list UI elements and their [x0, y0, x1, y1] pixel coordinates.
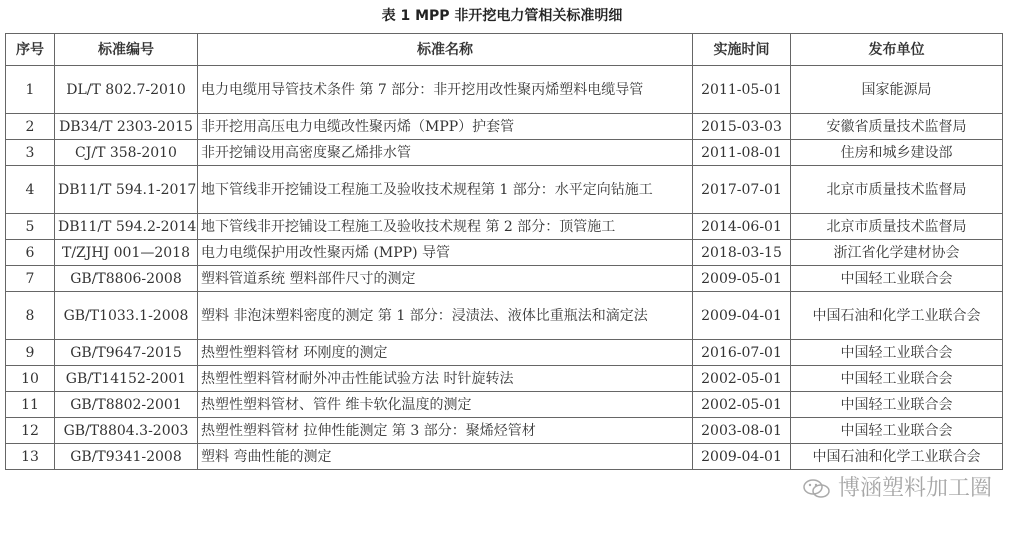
standard-name: 地下管线非开挖铺设工程施工及验收技术规程 第 2 部分：顶管施工	[198, 214, 693, 240]
table-row	[6, 214, 1003, 240]
standard-code: GB/T8802-2001	[55, 392, 198, 418]
standard-code: T/ZJHJ 001—2018	[55, 240, 198, 266]
watermark-text: 博涵塑料加工圈	[837, 476, 992, 501]
standard-code: DL/T 802.7-2010	[55, 66, 198, 114]
issuing-organization: 中国轻工业联合会	[791, 266, 1003, 292]
table-row	[6, 392, 1003, 418]
standard-name: 塑料管道系统 塑料部件尺寸的测定	[198, 266, 693, 292]
standard-name: 塑料 弯曲性能的测定	[198, 444, 693, 470]
header-date: 实施时间	[693, 34, 791, 66]
table-row	[6, 366, 1003, 392]
row-number: 2	[6, 114, 55, 140]
effective-date: 2018-03-15	[693, 240, 791, 266]
issuing-organization: 国家能源局	[791, 66, 1003, 114]
table-wrapper	[5, 33, 1002, 502]
issuing-organization: 住房和城乡建设部	[791, 140, 1003, 166]
effective-date: 2009-05-01	[693, 266, 791, 292]
standard-name: 塑料 非泡沫塑料密度的测定 第 1 部分：浸渍法、液体比重瓶法和滴定法	[198, 292, 693, 340]
effective-date: 2015-03-03	[693, 114, 791, 140]
table-row	[6, 266, 1003, 292]
table-row	[6, 66, 1003, 114]
row-number: 13	[6, 444, 55, 470]
issuing-organization: 浙江省化学建材协会	[791, 240, 1003, 266]
effective-date: 2002-05-01	[693, 392, 791, 418]
table-header-row	[6, 34, 1003, 66]
standard-name: 热塑性塑料管材耐外冲击性能试验方法 时针旋转法	[198, 366, 693, 392]
standard-code: DB11/T 594.1-2017	[55, 166, 198, 214]
issuing-organization: 中国轻工业联合会	[791, 366, 1003, 392]
effective-date: 2011-08-01	[693, 140, 791, 166]
standard-code: GB/T8804.3-2003	[55, 418, 198, 444]
effective-date: 2009-04-01	[693, 292, 791, 340]
standards-table	[5, 33, 1003, 470]
table-row	[6, 444, 1003, 470]
standard-name: 热塑性塑料管材、管件 维卡软化温度的测定	[198, 392, 693, 418]
header-org: 发布单位	[791, 34, 1003, 66]
issuing-organization: 中国轻工业联合会	[791, 418, 1003, 444]
row-number: 12	[6, 418, 55, 444]
table-caption: 表 1 MPP 非开挖电力管相关标准明细	[381, 8, 623, 24]
row-number: 10	[6, 366, 55, 392]
standard-name: 非开挖用高压电力电缆改性聚丙烯（MPP）护套管	[198, 114, 693, 140]
standard-code: DB11/T 594.2-2014	[55, 214, 198, 240]
row-number: 3	[6, 140, 55, 166]
table-row	[6, 418, 1003, 444]
row-number: 9	[6, 340, 55, 366]
row-number: 7	[6, 266, 55, 292]
wechat-icon	[802, 477, 832, 501]
effective-date: 2011-05-01	[693, 66, 791, 114]
standard-name: 地下管线非开挖铺设工程施工及验收技术规程第 1 部分：水平定向钻施工	[198, 166, 693, 214]
header-code: 标准编号	[55, 34, 198, 66]
issuing-organization: 中国轻工业联合会	[791, 392, 1003, 418]
issuing-organization: 北京市质量技术监督局	[791, 166, 1003, 214]
standard-name: 热塑性塑料管材 环刚度的测定	[198, 340, 693, 366]
row-number: 4	[6, 166, 55, 214]
row-number: 5	[6, 214, 55, 240]
standard-code: CJ/T 358-2010	[55, 140, 198, 166]
effective-date: 2009-04-01	[693, 444, 791, 470]
header-no: 序号	[6, 34, 55, 66]
standard-code: DB34/T 2303-2015	[55, 114, 198, 140]
standard-name: 电力电缆保护用改性聚丙烯 (MPP) 导管	[198, 240, 693, 266]
effective-date: 2016-07-01	[693, 340, 791, 366]
standard-name: 电力电缆用导管技术条件 第 7 部分：非开挖用改性聚丙烯塑料电缆导管	[198, 66, 693, 114]
standard-code: GB/T8806-2008	[55, 266, 198, 292]
table-row	[6, 140, 1003, 166]
table-row	[6, 340, 1003, 366]
effective-date: 2017-07-01	[693, 166, 791, 214]
row-number: 1	[6, 66, 55, 114]
standard-code: GB/T9341-2008	[55, 444, 198, 470]
issuing-organization: 北京市质量技术监督局	[791, 214, 1003, 240]
standard-code: GB/T1033.1-2008	[55, 292, 198, 340]
issuing-organization: 中国石油和化学工业联合会	[791, 292, 1003, 340]
issuing-organization: 中国石油和化学工业联合会	[791, 444, 1003, 470]
effective-date: 2003-08-01	[693, 418, 791, 444]
table-row	[6, 240, 1003, 266]
standard-code: GB/T14152-2001	[55, 366, 198, 392]
row-number: 8	[6, 292, 55, 340]
watermark	[5, 476, 1002, 502]
standard-name: 非开挖铺设用高密度聚乙烯排水管	[198, 140, 693, 166]
row-number: 11	[6, 392, 55, 418]
issuing-organization: 中国轻工业联合会	[791, 340, 1003, 366]
issuing-organization: 安徽省质量技术监督局	[791, 114, 1003, 140]
row-number: 6	[6, 240, 55, 266]
table-row	[6, 292, 1003, 340]
standard-name: 热塑性塑料管材 拉伸性能测定 第 3 部分：聚烯烃管材	[198, 418, 693, 444]
table-row	[6, 166, 1003, 214]
header-name: 标准名称	[198, 34, 693, 66]
table-row	[6, 114, 1003, 140]
effective-date: 2002-05-01	[693, 366, 791, 392]
effective-date: 2014-06-01	[693, 214, 791, 240]
standard-code: GB/T9647-2015	[55, 340, 198, 366]
